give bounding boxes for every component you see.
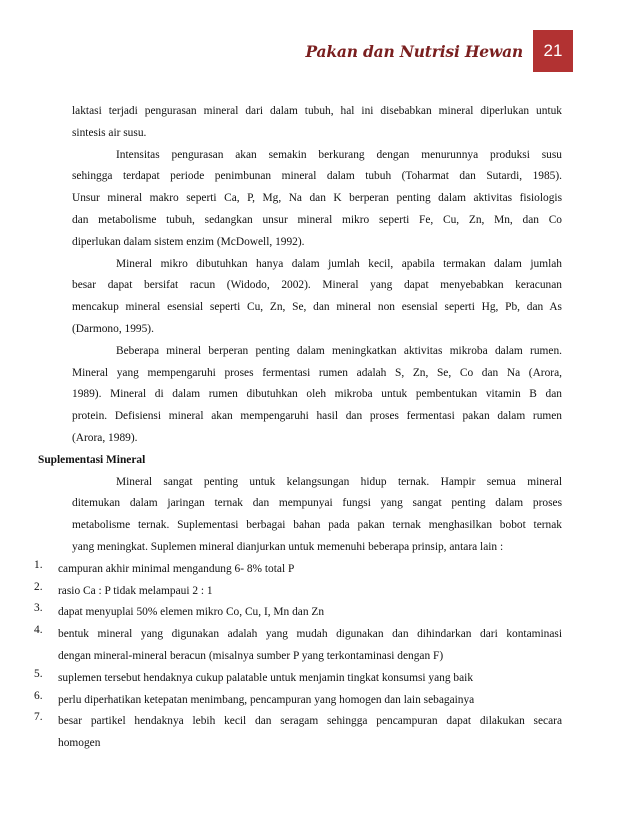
text-line: Beberapa mineral berperan penting dalam meningkatkan aktivitas mikroba dalam rumen. xyxy=(116,344,562,357)
text-line: 1989). Mineral di dalam rumen dibutuhkan oleh mikroba untuk pembentukan vitamin B dan xyxy=(72,388,562,401)
paragraph-2 xyxy=(50,145,562,254)
document-body xyxy=(34,101,562,755)
list-item-text: campuran akhir minimal mengandung 6- 8% total P xyxy=(58,562,295,575)
list-item xyxy=(34,711,562,755)
list-item xyxy=(34,558,562,581)
list-number: 3. xyxy=(34,602,43,615)
text-line: Mineral yang mempengaruhi proses fermentasi rumen adalah S, Zn, Se, Co dan Na (Arora, xyxy=(72,366,562,379)
list-item xyxy=(34,624,562,668)
paragraph-1 xyxy=(50,101,562,145)
list-item xyxy=(34,580,562,603)
text-line: sintesis air susu. xyxy=(72,126,147,139)
list-item-text: homogen xyxy=(58,737,101,750)
paragraph-5 xyxy=(50,472,562,559)
list-number: 7. xyxy=(34,711,43,724)
list-item-text: bentuk mineral yang digunakan adalah yang mudah digunakan dan dihindarkan dari kontaminasi xyxy=(58,628,562,641)
list-item-text: dengan mineral-mineral beracun (misalnya sumber P yang terkontaminasi dengan F) xyxy=(58,649,444,662)
list-number: 4. xyxy=(34,624,43,637)
list-item-text: besar partikel hendaknya lebih kecil dan seragam sehingga pencampuran dapat dilakukan secara xyxy=(58,715,562,728)
page-number-badge: 21 xyxy=(533,30,573,72)
text-line: sehingga terdapat periode penimbunan mineral dalam tubuh (Toharmat dan Sutardi, 1985). xyxy=(72,170,562,183)
list-item-text: suplemen tersebut hendaknya cukup palatable untuk menjamin tingkat konsumsi yang baik xyxy=(58,671,474,684)
text-line: Unsur mineral makro seperti Ca, P, Mg, Na dan K berperan penting dalam aktivitas fisiologis xyxy=(72,192,562,205)
text-line: ditemukan dalam jaringan ternak dan mempunyai fungsi yang sangat penting dalam proses xyxy=(72,497,562,510)
text-line: metabolisme ternak. Suplementasi berbagai bahan pada pakan ternak menghasilkan bobot ternak xyxy=(72,519,562,532)
list-item xyxy=(34,602,562,624)
text-line: laktasi terjadi pengurasan mineral dari dalam tubuh, hal ini disebabkan mineral diperlukan untuk xyxy=(72,105,562,117)
principles-list xyxy=(34,558,562,755)
list-number: 1. xyxy=(34,558,43,571)
text-line: Mineral sangat penting untuk kelangsungan hidup ternak. Hampir semua mineral xyxy=(116,475,562,488)
list-number: 6. xyxy=(34,689,43,702)
book-title: Pakan dan Nutrisi Hewan xyxy=(305,41,523,61)
text-line: Intensitas pengurasan akan semakin berkurang dengan menurunnya produksi susu xyxy=(116,148,562,161)
paragraph-3 xyxy=(50,254,562,341)
list-item-text: perlu diperhatikan ketepatan menimbang, pencampuran yang homogen dan lain sebagainya xyxy=(58,693,475,706)
paragraph-4 xyxy=(50,341,562,450)
list-item-text: dapat menyuplai 50% elemen mikro Co, Cu, I, Mn dan Zn xyxy=(58,606,325,619)
list-number: 2. xyxy=(34,580,43,593)
section-heading: Suplementasi Mineral xyxy=(38,453,146,466)
text-line: Mineral mikro dibutuhkan hanya dalam jumlah kecil, apabila termakan dalam jumlah xyxy=(116,257,562,270)
list-item xyxy=(34,689,562,712)
text-line: diperlukan dalam sistem enzim (McDowell, 1992). xyxy=(72,235,305,248)
text-line: besar dapat bersifat racun (Widodo, 2002). Mineral yang dapat menyebabkan keracunan xyxy=(72,279,562,292)
page-header xyxy=(305,30,573,72)
text-line: (Arora, 1989). xyxy=(72,431,138,444)
text-line: yang meningkat. Suplemen mineral dianjurkan untuk memenuhi beberapa prinsip, antara lain : xyxy=(72,540,504,553)
text-line: mencakup mineral esensial seperti Cu, Zn, Se, dan mineral non esensial seperti Hg, Pb, dan As xyxy=(72,301,562,314)
text-line: (Darmono, 1995). xyxy=(72,322,154,335)
list-item xyxy=(34,667,562,690)
text-line: dan metabolisme tubuh, sedangkan unsur mineral mikro seperti Fe, Cu, Zn, Mn, dan Co xyxy=(72,213,562,226)
text-line: protein. Defisiensi mineral akan mempengaruhi hasil dan proses fermentasi pakan dalam rumen xyxy=(72,410,562,423)
list-number: 5. xyxy=(34,667,43,680)
list-item-text: rasio Ca : P tidak melampaui 2 : 1 xyxy=(58,584,213,597)
